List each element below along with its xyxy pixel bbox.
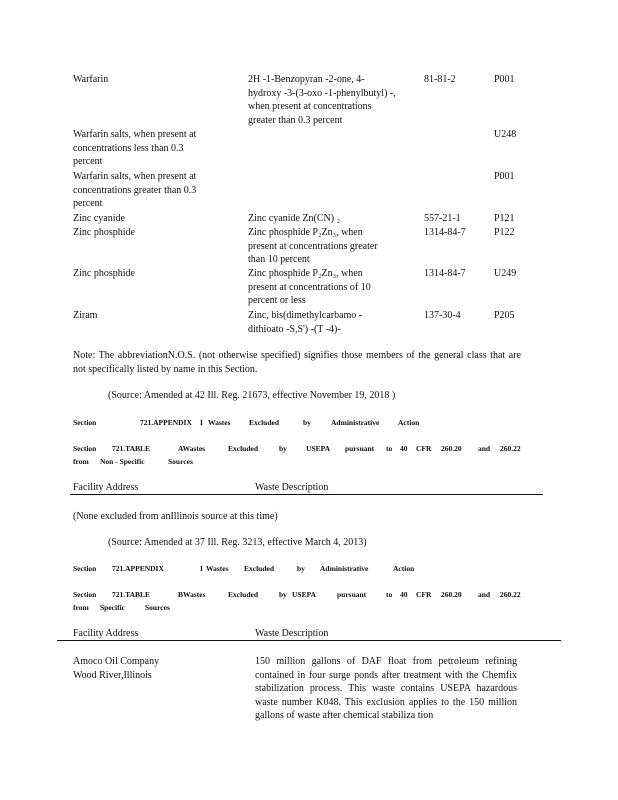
row-5-description: Zinc phosphide P₂Zn₃, when present at concentrations greater than 10 percent	[248, 227, 378, 265]
table-b-word: to	[386, 590, 393, 599]
appendix-number: 721.APPENDIX	[112, 564, 164, 573]
appendix-administrative: Administrative	[320, 564, 369, 573]
table-b-word: 40	[400, 590, 408, 599]
table-b-waste-cell: 150 million gallons of DAF float from petroleum refining contained in four surge ponds after treatment with the Chemfix stabilization process. This waste contains USEPA hazardous waste number K048. This exclusion applies to the 150 million gallons of waste after chemical stabiliza tion	[255, 656, 517, 721]
source-citation-1: (Source: Amended at 42 Ill. Reg. 21673, effective November 19, 2018 )	[108, 390, 396, 401]
appendix-wastes: Wastes	[206, 564, 229, 573]
row-7-code: P205	[494, 310, 515, 321]
row-4-cas: 557-21-1	[424, 213, 461, 224]
table-b-word: and	[478, 590, 491, 599]
table-a-word: pursuant	[345, 444, 375, 453]
appendix-action: Action	[398, 418, 420, 427]
table-b-word: CFR	[416, 590, 432, 599]
appendix-action: Action	[393, 564, 415, 573]
table-a-body: (None excluded from anIllinois source at this time)	[73, 511, 278, 522]
table-b-word: Section	[73, 590, 97, 599]
table-a-waste-header: Waste Description	[255, 482, 329, 493]
table-b-facility-header: Facility Address	[73, 628, 139, 639]
table-a-word: from	[73, 457, 89, 466]
table-a-word: 260.20	[441, 444, 462, 453]
table-a-word: USEPA	[306, 444, 331, 453]
row-6-name: Zinc phosphide	[73, 268, 135, 279]
appendix-by: by	[303, 418, 311, 427]
table-a-word: Section	[73, 444, 97, 453]
table-b-word: pursuant	[337, 590, 367, 599]
row-1-cas: 81-81-2	[424, 74, 456, 85]
row-4-name: Zinc cyanide	[73, 213, 125, 224]
row-6-cas: 1314-84-7	[424, 268, 466, 279]
table-b-word: 721.TABLE	[112, 590, 150, 599]
table-b-facility-cell: Amoco Oil Company Wood River,Illinois	[73, 656, 160, 681]
table-a-word: Non - Specific	[100, 457, 145, 466]
row-7-description: Zinc, bis(dimethylcarbamo - dithioato -S,S') -(T -4)-	[248, 310, 363, 335]
row-5-name: Zinc phosphide	[73, 227, 135, 238]
row-1-code: P001	[494, 74, 515, 85]
row-7-cas: 137-30-4	[424, 310, 461, 321]
row-6-code: U249	[494, 268, 517, 279]
row-2-code: U248	[494, 129, 517, 140]
table-a-header-rule	[70, 494, 543, 495]
appendix-section: Section	[73, 564, 97, 573]
row-4-description: Zinc cyanide Zn(CN) ₂	[248, 213, 341, 224]
table-b-word: by	[279, 590, 287, 599]
row-4-code: P121	[494, 213, 515, 224]
table-b-word: Sources	[145, 603, 170, 612]
table-b-waste-header: Waste Description	[255, 628, 329, 639]
table-a-word: 721.TABLE	[112, 444, 150, 453]
appendix-administrative: Administrative	[331, 418, 380, 427]
row-1-name: Warfarin	[73, 74, 109, 85]
appendix-number: 721.APPENDIX	[140, 418, 192, 427]
table-a-word: 40	[400, 444, 408, 453]
row-2-name: Warfarin salts, when present at concentrations less than 0.3 percent	[73, 129, 197, 167]
table-a-word: by	[279, 444, 287, 453]
table-a-word: CFR	[416, 444, 432, 453]
row-6-description: Zinc phosphide P₂Zn₃, when present at concentrations of 10 percent or less	[248, 268, 371, 306]
appendix-letter: I	[200, 418, 203, 427]
row-3-name: Warfarin salts, when present at concentrations greater than 0.3 percent	[73, 171, 197, 209]
table-b-word: Specific	[100, 603, 125, 612]
note-paragraph: Note: The abbreviationN.O.S. (not otherwise specified) signifies those members of the general class that are not specifically listed by name in this Section.	[73, 350, 521, 375]
table-a-word: Excluded	[228, 444, 259, 453]
table-a-word: to	[386, 444, 393, 453]
table-a-word: 260.22	[500, 444, 521, 453]
table-a-word: and	[478, 444, 491, 453]
row-5-cas: 1314-84-7	[424, 227, 466, 238]
source-citation-2: (Source: Amended at 37 Ill. Reg. 3213, effective March 4, 2013)	[108, 537, 367, 548]
row-7-name: Ziram	[73, 310, 98, 321]
appendix-letter: I	[200, 564, 203, 573]
appendix-by: by	[297, 564, 305, 573]
appendix-wastes: Wastes	[208, 418, 231, 427]
table-a-facility-header: Facility Address	[73, 482, 139, 493]
row-1-description: 2H -1-Benzopyran -2-one, 4- hydroxy -3-(3-oxo -1-phenylbutyl) -, when present at concentrations greater than 0.3 percent	[248, 74, 396, 126]
row-3-code: P001	[494, 171, 515, 182]
table-b-word: USEPA	[292, 590, 317, 599]
row-5-code: P122	[494, 227, 515, 238]
appendix-excluded: Excluded	[249, 418, 280, 427]
table-b-word: Excluded	[228, 590, 259, 599]
table-b-word: 260.22	[500, 590, 521, 599]
table-b-word: 260.20	[441, 590, 462, 599]
table-b-word: BWastes	[178, 590, 206, 599]
table-b-header-rule	[57, 640, 561, 641]
table-b-word: from	[73, 603, 89, 612]
table-a-word: Sources	[168, 457, 193, 466]
appendix-excluded: Excluded	[244, 564, 275, 573]
table-a-word: AWastes	[178, 444, 206, 453]
appendix-section: Section	[73, 418, 97, 427]
